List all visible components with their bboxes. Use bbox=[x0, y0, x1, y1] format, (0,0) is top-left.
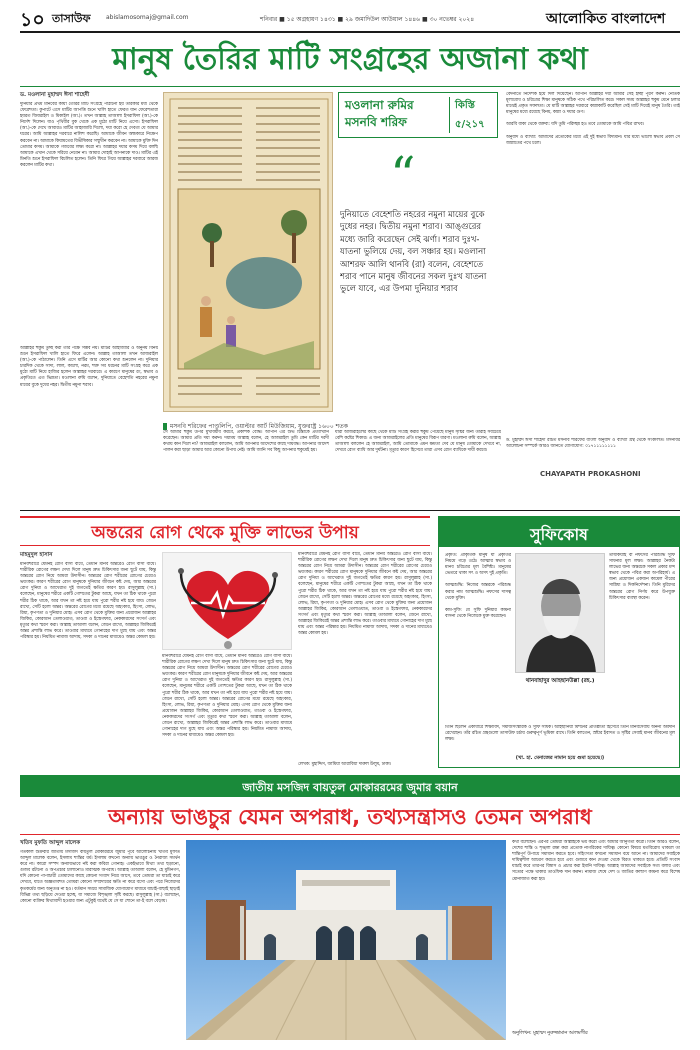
story1-headline: মানুষ তৈরির মাটি সংগ্রহের অজানা কথা bbox=[112, 42, 588, 77]
image-caption bbox=[163, 416, 503, 430]
heart-icon bbox=[163, 553, 293, 651]
story1-footnote: ড. মুহাম্মদ ঈসা শাহেদী রচিত মসনবি শরিফের বাংলা অনুবাদ ও ব্যাখ্যা গ্রন্থ থেকে সংকলিত। মসনবির আলোচনা সম্পর্কে আরও জানতে যোগাযোগ: ০১৭১১১১১১১১ bbox=[506, 438, 680, 450]
portrait-image bbox=[515, 553, 605, 673]
story1-headline-rule bbox=[20, 86, 680, 87]
quote-mark-icon: “ bbox=[390, 146, 416, 204]
masthead-logo: আলোকিত বাংলাদেশ bbox=[546, 11, 666, 27]
kisti-label: কিস্তি bbox=[455, 100, 475, 111]
publisher-credit: CHAYAPATH PROKASHONI bbox=[540, 470, 641, 478]
story2-body-right: মানবশরীরে যেমনই রোগ বাসা বাঁধে, তেমনি মানব অন্তরেও রোগ বাসা বাঁধে। শারীরিক রোগের লক্ষণ দেখা দিলে মানুষ দ্রুত চিকিৎসার জন্য ছুটে যায়, কিন্তু অন্তরের রোগ নিয়ে আমরা উদাসীন। অন্তরের রোগ শরীরের রোগের চেয়েও ভয়ংকর। কারণ শরীরের রোগ মানুষকে দুনিয়ার জীবনে কষ্ট দেয়, আর অন্তরের রোগ দুনিয়া ও আখেরাত দুই জগতেই ক্ষতির কারণ হয়। রাসুলুল্লাহ (সা.) বলেছেন, মানুষের শরীরে একটি গোশতের টুকরা আছে, যখন তা ঠিক থাকে পুরো শরীর ঠিক থাকে, আর যখন তা নষ্ট হয়ে যায় পুরো শরীর নষ্ট হয়ে যায়। জেনে রাখো, সেটি হলো অন্তর। অন্তরের রোগের মধ্যে রয়েছে অহংকার, হিংসা, লোভ, রিয়া, কৃপণতা ও দুনিয়ার মোহ। এসব রোগ থেকে মুক্তির জন্য প্রয়োজন আল্লাহর জিকির, কোরআন তেলাওয়াত, তাওবা ও ইস্তেগফার, নেককারদের সংসর্গ এবং মৃত্যুর কথা স্মরণ করা। আল্লাহ তাআলা বলেন, জেনে রাখো, আল্লাহর জিকিরেই অন্তর প্রশান্তি লাভ করে। তাওবার মাধ্যমে গোনাহের দাগ মুছে যায় এবং অন্তর পরিষ্কার হয়। নিয়মিত নামাজ আদায়, সদকা ও দানের মাধ্যমেও অন্তর কোমল হয়। bbox=[298, 552, 432, 637]
sufikosh-title: সুফিকোষ bbox=[530, 525, 588, 544]
mosque-image bbox=[186, 840, 506, 1040]
story2-headline-box bbox=[20, 516, 430, 546]
manuscript-illustration bbox=[164, 93, 333, 412]
series-divider bbox=[449, 97, 450, 133]
story3-headline: অন্যায় ভাঙচুর যেমন অপরাধ, তথ্যসন্ত্রাসও তেমন অপরাধ bbox=[108, 805, 592, 829]
mosque-photo bbox=[186, 840, 506, 1040]
section-email[interactable]: abislamosomaj@gmail.com bbox=[106, 14, 189, 21]
series-title: মওলানা রুমির মসনবি শরিফ bbox=[345, 98, 414, 129]
sufikosh-box bbox=[438, 516, 680, 768]
sufikosh-right-text: তাযকিয়াহ বা নফসের পরিশুদ্ধি সুফি সাধনার মূল লক্ষ্য। আল্লাহর নৈকট্য লাভের জন্য অন্তরকে সকল প্রকার মন্দ স্বভাব থেকে পবিত্র করা অপরিহার্য। এ জন্য প্রয়োজন একজন কামেল পীরের সান্নিধ্য ও দিকনির্দেশনা। তিনি মুরিদের অন্তরের রোগ নির্ণয় করে উপযুক্ত চিকিৎসার ব্যবস্থা করেন। bbox=[609, 553, 675, 601]
portrait-bio: তিনি ছিলেন একাধারে শিক্ষাবিদ, সমাজসংস্কারক ও সুফি সাধক। আহছানিয়া মিশনের প্রতিষ্ঠাতা হিসেবে তিনি মানবসেবায় অনন্য অবদান রেখেছেন। তাঁর রচিত গ্রন্থগুলো তাসাউফ চর্চায় গুরুত্বপূর্ণ ভূমিকা রাখে। তিনি বলতেন, স্রষ্টার ইবাদত ও সৃষ্টির সেবাই মানব জীবনের মূল লক্ষ্য। bbox=[445, 725, 675, 743]
image-caption-text: মসনবি শরিফের পাণ্ডুলিপি, ওয়াল্টার আর্ট মিউজিয়াম, যুক্তরাষ্ট্র ১৬০০ শতক bbox=[170, 423, 348, 430]
kisti-number: ৫/২১৭ bbox=[455, 119, 485, 130]
story2-body-left: মানবশরীরে যেমনই রোগ বাসা বাঁধে, তেমনি মানব অন্তরেও রোগ বাসা বাঁধে। শারীরিক রোগের লক্ষণ দেখা দিলে মানুষ দ্রুত চিকিৎসার জন্য ছুটে যায়, কিন্তু অন্তরের রোগ নিয়ে আমরা উদাসীন। অন্তরের রোগ শরীরের রোগের চেয়েও ভয়ংকর। কারণ শরীরের রোগ মানুষকে দুনিয়ার জীবনে কষ্ট দেয়, আর অন্তরের রোগ দুনিয়া ও আখেরাত দুই জগতেই ক্ষতির কারণ হয়। রাসুলুল্লাহ (সা.) বলেছেন, মানুষের শরীরে একটি গোশতের টুকরা আছে, যখন তা ঠিক থাকে পুরো শরীর ঠিক থাকে, আর যখন তা নষ্ট হয়ে যায় পুরো শরীর নষ্ট হয়ে যায়। জেনে রাখো, সেটি হলো অন্তর। অন্তরের রোগের মধ্যে রয়েছে অহংকার, হিংসা, লোভ, রিয়া, কৃপণতা ও দুনিয়ার মোহ। এসব রোগ থেকে মুক্তির জন্য প্রয়োজন আল্লাহর জিকির, কোরআন তেলাওয়াত, তাওবা ও ইস্তেগফার, নেককারদের সংসর্গ এবং মৃত্যুর কথা স্মরণ করা। আল্লাহ তাআলা বলেন, জেনে রাখো, আল্লাহর জিকিরেই অন্তর প্রশান্তি লাভ করে। তাওবার মাধ্যমে গোনাহের দাগ মুছে যায় এবং অন্তর পরিষ্কার হয়। নিয়মিত নামাজ আদায়, সদকা ও দানের মাধ্যমেও অন্তর কোমল হয়। bbox=[20, 562, 156, 641]
sufikosh-quote: (খা. হা. মেনাজের নামান হয়ে গুমা হয়েছে।) bbox=[515, 755, 605, 761]
story1-body-col3: সে আমার হুকুম উপর মুখাবয়বি করবে, প্রকাশক বৌদ্ধ। আপনি এর শুভ চিন্তাকে প্রত্যাখ্যান করেছেন। আমার প্রতি দয়া করুন। দয়াময় আল্লাহ বলেন, হে আজরাইল তুমি কেন মাটির দরদী কথায় কান দিলে না? আজরাইল বললেন, আমি আপনার আদেশের কাছে দায়বদ্ধ। আপনার আদেশ পালন করা ছাড়া আমার আর কোনো উপায় নেই। আমি জানি সব কিছু আপনার হুকুমেই হয়। bbox=[163, 430, 329, 454]
caption-marker bbox=[163, 423, 167, 430]
story2-byline: মাহমুদুল হাসান bbox=[20, 552, 53, 558]
story1-byline: ড. মওলানা মুহাম্মদ ঈসা শাহেদী bbox=[20, 92, 90, 98]
page-header bbox=[20, 6, 680, 32]
story3-body-right: কথা বলেছেন। এরপর তোমরা আল্লাহকে ভয় করো এবং আমার আনুগত্য করো। তিনি আরও বলেন, দেশের শান্তি ও শৃঙ্খলা রক্ষা করা প্রত্যেক নাগরিকের দায়িত্ব। কোনো বিষয়ে মতবিরোধ থাকলে তা শান্তিপূর্ণ উপায়ে সমাধান করতে হবে। সহিংসতা কখনো সমাধান বয়ে আনে না। আমাদের সবাইকে দায়িত্বশীল আচরণ করতে হবে এবং গুজবে কান দেওয়া থেকে বিরত থাকতে হবে। প্রতিটি সংবাদ যাচাই করে তারপর বিশ্বাস ও প্রচার করা ইমানি দায়িত্ব। আল্লাহ আমাদের সবাইকে সত্য বলার এবং সত্যের পক্ষে থাকার তাওফিক দান করুন। নামাজ শেষে দেশ ও জাতির কল্যাণ কামনা করে বিশেষ মোনাজাত করা হয়। bbox=[512, 840, 680, 882]
section-name: তাসাউফ bbox=[52, 12, 91, 25]
story2-closing: লেখক: মুহাদ্দিস, জামিয়া আরাবিয়া দারুল উলুম, ঢাকা। bbox=[298, 762, 392, 767]
series-box bbox=[338, 92, 498, 138]
banner-text: জাতীয় মসজিদ বায়তুল মোকাররমের জুমার বয়ান bbox=[242, 781, 458, 794]
story1-body-col2: আল্লাহর হুকুম তুচ্ছ করা তাঁর পক্ষে সম্ভব নয়। মাটির আহাজারি ও অনুনয় বিনয় শুনে ইসরাফিল খালি হাতে ফিরে এলেন। আল্লাহ তাআলা তখন আজরাইল (আ.)-কে পাঠালেন। তিনি এসে মাটির আর কোনো কথা শুনলেন না। দুনিয়ার চারদিক থেকে সাদা, লাল, কালো, নরম, শক্ত সব ধরনের মাটি সংগ্রহ করে এক মুঠো মাটি নিয়ে হাজির হলেন আল্লাহর দরবারে। এ কারণে মানুষের রং, স্বভাব ও প্রকৃতিতে এত ভিন্নতা। মওলানা রুমি বলেন, দুনিয়াতে বেহেশতি নহরের নমুনা মায়ের বুকে দুধের নহর। দ্বিতীয় নমুনা শরাব। bbox=[20, 346, 158, 388]
story3-body-left: গতকাল শুক্রবার জাতীয় মসজিদ বায়তুল মোকাররমে জুমার পূর্বে আলোচনায় খতিব মুফতি আব্দুল মালেক বলেন, ইসলাম শান্তির ধর্ম। ইসলাম কখনো অন্যায় ভাঙচুর ও নৈরাজ্য সমর্থন করে না। কারো সম্পদ অন্যায়ভাবে নষ্ট করা কবিরা গোনাহ। একইভাবে মিথ্যা তথ্য ছড়ানো, গুজব রটানো ও অপপ্রচার চালানোও মারাত্মক অপরাধ। আল্লাহ তাআলা বলেন, হে মুমিনগণ, যদি কোনো পাপাচারী তোমাদের কাছে কোনো সংবাদ নিয়ে আসে, তবে তোমরা তা যাচাই করে দেখবে, যাতে অজ্ঞতাবশত তোমরা কোনো সম্প্রদায়ের ক্ষতি না করে বসো এবং পরে নিজেদের কৃতকর্মের জন্য অনুতপ্ত না হও। বর্তমান সময়ে সামাজিক যোগাযোগ মাধ্যমে যাচাই-বাছাই ছাড়াই বিভিন্ন তথ্য ছড়িয়ে দেওয়া হচ্ছে, যা সমাজে বিশৃঙ্খলা সৃষ্টি করছে। রাসুলুল্লাহ (সা.) বলেছেন, কোনো ব্যক্তির মিথ্যাবাদী হওয়ার জন্য এটুকুই যথেষ্ট যে সে যা শোনে তা-ই বলে বেড়ায়। bbox=[20, 850, 180, 904]
avatar bbox=[516, 554, 605, 673]
story3-headline-rule bbox=[20, 834, 680, 835]
story2-headline: অন্তরের রোগ থেকে মুক্তি লাভের উপায় bbox=[91, 523, 359, 543]
pull-quote: দুনিয়াতে বেহেশতি নহরের নমুনা মায়ের বুকে দুধের নহর। দ্বিতীয় নমুনা শরাব। আঙ্গুরের মধ্যে জারি করেছেন সেই ঝর্ণা। শরাব দুঃখ-যাতনা ভুলিয়ে দেয়, বল সঞ্চার হয়। মওলানা আশরফ আলি থানবি (রা) বলেন, বেহেশতে শরাব পানে মানুষ জীবনের সকল দুঃখ যাতনা ভুলে যাবে, এর উপমা দুনিয়ার শরাব bbox=[340, 209, 487, 294]
sufikosh-left-text: প্রকৃতি: প্রাকৃতিক মানুষ যা প্রকৃতির নিয়মে গড়ে ওঠে। আত্মার স্বভাব ও মানব চরিত্রের মূল বৈশিষ্ট্য। মানুষের ভেতরে থাকা সৎ ও অসৎ দুই প্রকৃতি। আত্মশুদ্ধি: নিজের অন্তরকে পরিশুদ্ধ করার নাম আত্মশুদ্ধি। নফসের দাসত্ব থেকে মুক্তি। কাম-সুফি: যে সুফি দুনিয়ার কামনা বাসনা থেকে নিজেকে মুক্ত করেছেন। bbox=[445, 553, 511, 619]
story2-body-mid: মানবশরীরে যেমনই রোগ বাসা বাঁধে, তেমনি মানব অন্তরেও রোগ বাসা বাঁধে। শারীরিক রোগের লক্ষণ দেখা দিলে মানুষ দ্রুত চিকিৎসার জন্য ছুটে যায়, কিন্তু অন্তরের রোগ নিয়ে আমরা উদাসীন। অন্তরের রোগ শরীরের রোগের চেয়েও ভয়ংকর। কারণ শরীরের রোগ মানুষকে দুনিয়ার জীবনে কষ্ট দেয়, আর অন্তরের রোগ দুনিয়া ও আখেরাত দুই জগতেই ক্ষতির কারণ হয়। রাসুলুল্লাহ (সা.) বলেছেন, মানুষের শরীরে একটি গোশতের টুকরা আছে, যখন তা ঠিক থাকে পুরো শরীর ঠিক থাকে, আর যখন তা নষ্ট হয়ে যায় পুরো শরীর নষ্ট হয়ে যায়। জেনে রাখো, সেটি হলো অন্তর। অন্তরের রোগের মধ্যে রয়েছে অহংকার, হিংসা, লোভ, রিয়া, কৃপণতা ও দুনিয়ার মোহ। এসব রোগ থেকে মুক্তির জন্য প্রয়োজন আল্লাহর জিকির, কোরআন তেলাওয়াত, তাওবা ও ইস্তেগফার, নেককারদের সংসর্গ এবং মৃত্যুর কথা স্মরণ করা। আল্লাহ তাআলা বলেন, জেনে রাখো, আল্লাহর জিকিরেই অন্তর প্রশান্তি লাভ করে। তাওবার মাধ্যমে গোনাহের দাগ মুছে যায় এবং অন্তর পরিষ্কার হয়। নিয়মিত নামাজ আদায়, সদকা ও দানের মাধ্যমেও অন্তর কোমল হয়। bbox=[162, 654, 292, 739]
header-rule bbox=[20, 31, 680, 33]
heart-stethoscope-image bbox=[162, 552, 292, 650]
sufikosh-title-bar bbox=[439, 517, 679, 547]
story1-body-col4: যারা আজরাইলের কাছে থেকে মাটি সংগ্রহ করার হুকুম পেয়েছে মানুষ সৃষ্টির জন্য তারাই সবচেয়ে বেশি কষ্টের শিকার। এ জন্য আজরাইলের প্রতি মানুষের বিরূপ ধারণা। মওলানা রুমি বলেন, আল্লাহ তাআলা বললেন হে আজরাইল, আমি তোমাকে এমন ক্ষমতা দেব যে মানুষ তোমাকে দেখবে না, দেখবে রোগ ব্যাধি আর দুর্ঘটনা। মৃত্যুর কারণ হিসেবে তারা এসব রোগ ব্যাধিকে দায়ী করবে। bbox=[335, 430, 501, 454]
page-number: ১০ bbox=[20, 9, 45, 31]
issue-date: শনিবার ■ ১৫ অগ্রহায়ণ ১৪৩১ ■ ২৯ জমাদিউল আউয়াল ১৪৪৬ ■ ৩০ নভেম্বর ২০২৪ bbox=[260, 16, 475, 23]
jumma-banner bbox=[20, 775, 680, 797]
section-divider-1 bbox=[20, 510, 680, 511]
story1-body-col5: বেদনাতে নির্দেশক হয়ে দিল দিয়েছেন। আপনি আল্লাহর দয়া আমার সেই ইচ্ছা পূরণ করুন। নৈতিক মূল্যবোধ ও চরিত্রের শিক্ষা মানুষকে সঠিক পথে পরিচালিত করে। সকল সময় আল্লাহর হুকুম মেনে চলার মাঝেই প্রকৃত সফলতা। যে মাটি আল্লাহর দরবারে কান্নাকাটি করেছিল সেই মাটি দিয়েই মানুষ তৈরি। তাই মানুষের মধ্যে রয়েছে বিনয়, কান্না ও দয়ার গুণ। আরবি বাক্য থেকে বক্তব্য: যদি তুমি পরিচ্ছন্ন হও তবে তোমাকে আমি পবিত্র রাখব। অনুবাদ ও ব্যাখ্যা: আমাদের প্রত্যেকের মধ্যে এই দুই স্বভাব বিদ্যমান। যার মধ্যে ভালো স্বভাব প্রবল সে জান্নাতের পথে চলে। bbox=[506, 92, 680, 146]
manuscript-image bbox=[163, 92, 333, 412]
portrait-name: থানবাহাদুর আহছানউল্লা (রহ.) bbox=[525, 678, 595, 684]
story3-translator: অনুলিখন: মুহাম্মদ নুরুজ্জামান আলমগীর bbox=[512, 1031, 588, 1036]
story3-byline: খতিব মুফতি আব্দুল মালেক bbox=[20, 840, 81, 846]
story1-body-col1: দুনিয়ার প্রথম মানবের কায়া তৈরির মাটি সংগ্রহে পাঠানো হয় তারকার মধ্য থেকে ফেরেশতা। কুপাটে এসে মাটির আপত্তি শুনে খালি হাতে ফেরত যান ফেরেশতারা হযরত জিবরাইল ও মিকাইল (আ.)। তখন আল্লাহ তাআলা ইসরাফিল (আ.)-কে নির্দেশ দিলেন। যাও পৃথিবীর বুক থেকে এক মুঠো মাটি নিয়ে এসো। ইসরাফিল (আ.)-কে দেখে আবারও মাটির আহাজারি দিলো, দয়া করো হে দেবতা যে আমার ঘরের। আমি আল্লাহর দরবারে নালিশ করেছি। আমাকে জীবন অন্ধকারে নিক্ষেপ করবেন না। আমাকে কিয়ামতের বিভীষিকার সম্মুখীন করবেন না। আমাকে মুক্তি দিন তোমার কসম। আমাকে গজবের লক্ষ্য করো না। আল্লাহর দয়ার কসম দিয়ে বলছি আমাকে এখান থেকে সরিয়ে নেবেন না। আমার দোহাই আপনাকে দাও। মাটির এই মিনতি শুনে ইসরাফিল বিচলিত হলেন। তিনি ফিরে গিয়ে আল্লাহর দরবারে আরজ করলেন মাটির কথা। bbox=[20, 102, 158, 168]
